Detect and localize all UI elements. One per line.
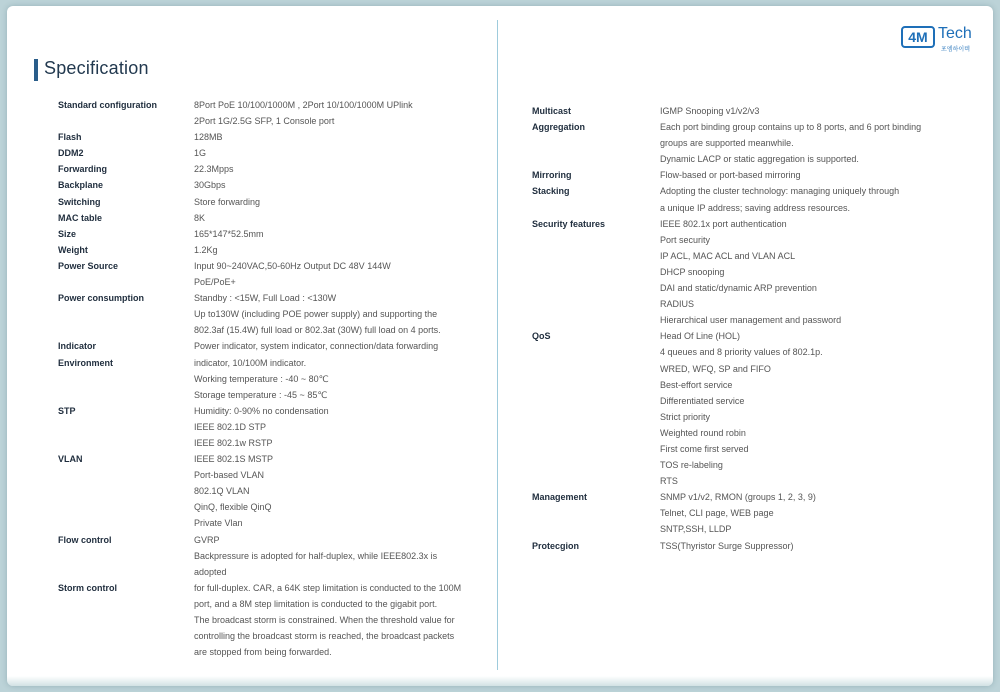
spec-row (58, 580, 488, 660)
spec-value-line: Each port binding group contains up to 8 ports, and 6 port binding (660, 122, 922, 133)
spec-values (660, 216, 972, 329)
spec-label: Protecgion (532, 540, 580, 551)
spec-values (194, 97, 488, 129)
spec-value-line: 30Gbps (194, 180, 226, 191)
spec-label: Size (58, 228, 77, 239)
spec-row (58, 177, 488, 193)
spec-value-line: Strict priority (660, 411, 711, 422)
spec-value-line: TSS(Thyristor Surge Suppressor) (660, 540, 794, 551)
spec-row (58, 129, 488, 145)
spec-value-line: Store forwarding (194, 196, 261, 207)
spec-values (194, 210, 488, 226)
spec-row (58, 403, 488, 451)
spec-value-line: 1G (194, 148, 207, 159)
spec-values (660, 328, 972, 489)
spec-value-line: Port security (660, 234, 711, 245)
column-divider (497, 20, 498, 670)
spec-values (194, 258, 488, 290)
spec-value-line: The broadcast storm is constrained. When the threshold value for (194, 615, 455, 625)
spec-row (58, 258, 488, 290)
spec-row (532, 183, 972, 215)
page-title: Specification (44, 58, 149, 78)
spec-value-line: Dynamic LACP or static aggregation is supported. (660, 154, 859, 165)
spec-values (194, 177, 488, 193)
spec-value-line: IEEE 802.1x port authentication (660, 218, 787, 229)
spec-label: Power consumption (58, 293, 145, 304)
spec-row (532, 538, 972, 554)
spec-value-line: WRED, WFQ, SP and FIFO (660, 363, 771, 374)
spec-value-line: Power indicator, system indicator, connection/data forwarding (194, 341, 439, 352)
spec-values (194, 226, 488, 242)
spec-row (58, 451, 488, 531)
spec-row (58, 355, 488, 403)
spec-value-line: SNMP v1/v2, RMON (groups 1, 2, 3, 9) (660, 492, 816, 503)
spec-value-line: PoE/PoE+ (194, 277, 236, 288)
spec-value-line: indicator, 10/100M indicator. (194, 357, 307, 368)
spec-value-line: Backpressure is adopted for half-duplex, while IEEE802.3x is (194, 550, 438, 561)
spec-row (58, 290, 488, 338)
spec-values (660, 119, 972, 167)
spec-value-line: Hierarchical user management and password (660, 315, 842, 326)
spec-row (58, 242, 488, 258)
spec-label: Forwarding (58, 164, 107, 175)
spec-column-right (532, 103, 972, 554)
spec-values (194, 355, 488, 403)
spec-value-line: IEEE 802.1w RSTP (194, 437, 273, 448)
spec-values (660, 183, 972, 215)
spec-value-line: Differentiated service (660, 395, 745, 406)
spec-value-line: Up to130W (including POE power supply) and supporting the (194, 309, 438, 320)
spec-row (532, 216, 972, 329)
spec-value-line: IGMP Snooping v1/v2/v3 (660, 106, 760, 116)
spec-value-line: 22.3Mpps (194, 164, 234, 175)
spec-column-left (58, 97, 488, 660)
spec-values (194, 242, 488, 258)
spec-row (532, 119, 972, 167)
spec-values (194, 194, 488, 210)
spec-label: Stacking (532, 186, 570, 197)
spec-value-line: Best-effort service (660, 379, 733, 390)
spec-row (58, 97, 488, 129)
spec-value-line: 1.2Kg (194, 244, 218, 255)
spec-value-line: 802.3af (15.4W) full load or 802.3at (30W) full load on 4 ports. (194, 325, 441, 336)
spec-value-line: Port-based VLAN (194, 470, 265, 481)
spec-label: Backplane (58, 180, 104, 191)
spec-value-line: RADIUS (660, 299, 695, 310)
spec-value-line: 128MB (194, 132, 223, 143)
spec-value-line: Standby : <15W, Full Load : <130W (194, 293, 337, 304)
spec-value-line: IEEE 802.1S MSTP (194, 454, 274, 465)
spec-label: STP (58, 405, 76, 416)
spec-values (194, 290, 488, 338)
spec-value-line: GVRP (194, 534, 220, 545)
logo-mark: 4M (901, 26, 935, 48)
spec-values (660, 538, 972, 554)
sheet-bottom-shade (7, 676, 993, 686)
spec-value-line: QinQ, flexible QinQ (194, 502, 272, 513)
spec-value-line: Input 90~240VAC,50-60Hz Output DC 48V 144W (194, 260, 391, 271)
spec-label: Switching (58, 196, 101, 207)
spec-label: Management (532, 492, 588, 503)
spec-values (194, 161, 488, 177)
spec-value-line: 2Port 1G/2.5G SFP, 1 Console port (194, 116, 335, 127)
spec-label: Environment (58, 357, 114, 368)
spec-values (194, 338, 488, 354)
spec-values (194, 451, 488, 531)
spec-value-line: for full-duplex. CAR, a 64K step limitation is conducted to the 100M (194, 582, 462, 593)
spec-row (58, 532, 488, 580)
spec-value-line: SNTP,SSH, LLDP (660, 524, 732, 535)
spec-value-line: Humidity: 0-90% no condensation (194, 405, 329, 416)
spec-values (660, 103, 972, 119)
spec-value-line: Working temperature : -40 ~ 80℃ (194, 373, 329, 384)
spec-label: Multicast (532, 106, 572, 116)
spec-value-line: Weighted round robin (660, 427, 746, 438)
spec-value-line: Head Of Line (HOL) (660, 331, 741, 342)
spec-value-line: RTS (660, 476, 678, 487)
spec-row (532, 167, 972, 183)
spec-value-line: Storage temperature : -45 ~ 85℃ (194, 389, 328, 400)
spec-values (660, 167, 972, 183)
spec-row (58, 338, 488, 354)
spec-label: Weight (58, 244, 88, 255)
company-logo (901, 22, 987, 54)
spec-value-line: First come first served (660, 443, 749, 454)
spec-label: Security features (532, 218, 606, 229)
spec-value-line: a unique IP address; saving address resources. (660, 202, 850, 213)
spec-value-line: groups are supported meanwhile. (660, 138, 794, 149)
spec-value-line: TOS re-labeling (660, 460, 723, 471)
spec-value-line: 802.1Q VLAN (194, 486, 250, 497)
spec-row (58, 161, 488, 177)
spec-value-line: Private Vlan (194, 518, 243, 529)
spec-value-line: 165*147*52.5mm (194, 228, 264, 239)
spec-value-line: Flow-based or port-based mirroring (660, 170, 801, 181)
spec-label: Aggregation (532, 122, 585, 133)
spec-value-line: port, and a 8M step limitation is conducted to the gigabit port. (194, 598, 438, 609)
spec-row (532, 328, 972, 489)
spec-row (532, 103, 972, 119)
spec-value-line: DAI and static/dynamic ARP prevention (660, 283, 817, 294)
spec-values (194, 580, 488, 660)
spec-label: DDM2 (58, 148, 84, 159)
spec-row (58, 145, 488, 161)
spec-label: VLAN (58, 454, 83, 465)
logo-subtitle: 포엠하이텍 (941, 47, 970, 53)
spec-label: QoS (532, 331, 551, 342)
spec-values (194, 129, 488, 145)
spec-value-line: Telnet, CLI page, WEB page (660, 508, 774, 519)
spec-value-line: IEEE 802.1D STP (194, 421, 267, 432)
spec-label: Storm control (58, 582, 118, 593)
spec-values (660, 489, 972, 537)
spec-row (58, 194, 488, 210)
spec-values (194, 532, 488, 580)
spec-label: Mirroring (532, 170, 572, 181)
spec-value-line: 4 queues and 8 priority values of 802.1p. (660, 347, 823, 358)
spec-label: Flash (58, 132, 82, 143)
spec-values (194, 145, 488, 161)
spec-sheet (7, 6, 993, 686)
logo-name: Tech (938, 25, 972, 42)
spec-value-line: adopted (194, 566, 227, 577)
spec-row (58, 210, 488, 226)
spec-value-line: IP ACL, MAC ACL and VLAN ACL (660, 250, 796, 261)
spec-value-line: DHCP snooping (660, 266, 725, 277)
spec-label: Standard configuration (58, 100, 157, 110)
spec-row (58, 226, 488, 242)
spec-value-line: 8K (194, 212, 206, 223)
spec-value-line: are stopped from being forwarded. (194, 647, 332, 658)
spec-label: Power Source (58, 260, 119, 271)
spec-value-line: Adopting the cluster technology: managing uniquely through (660, 186, 900, 197)
spec-values (194, 403, 488, 451)
spec-label: MAC table (58, 212, 103, 223)
spec-value-line: 8Port PoE 10/100/1000M , 2Port 10/100/1000M UPlink (194, 100, 413, 110)
spec-label: Indicator (58, 341, 97, 352)
title-accent-bar (34, 59, 38, 81)
spec-label: Flow control (58, 534, 112, 545)
spec-row (532, 489, 972, 537)
spec-value-line: controlling the broadcast storm is reached, the broadcast packets (194, 631, 455, 642)
